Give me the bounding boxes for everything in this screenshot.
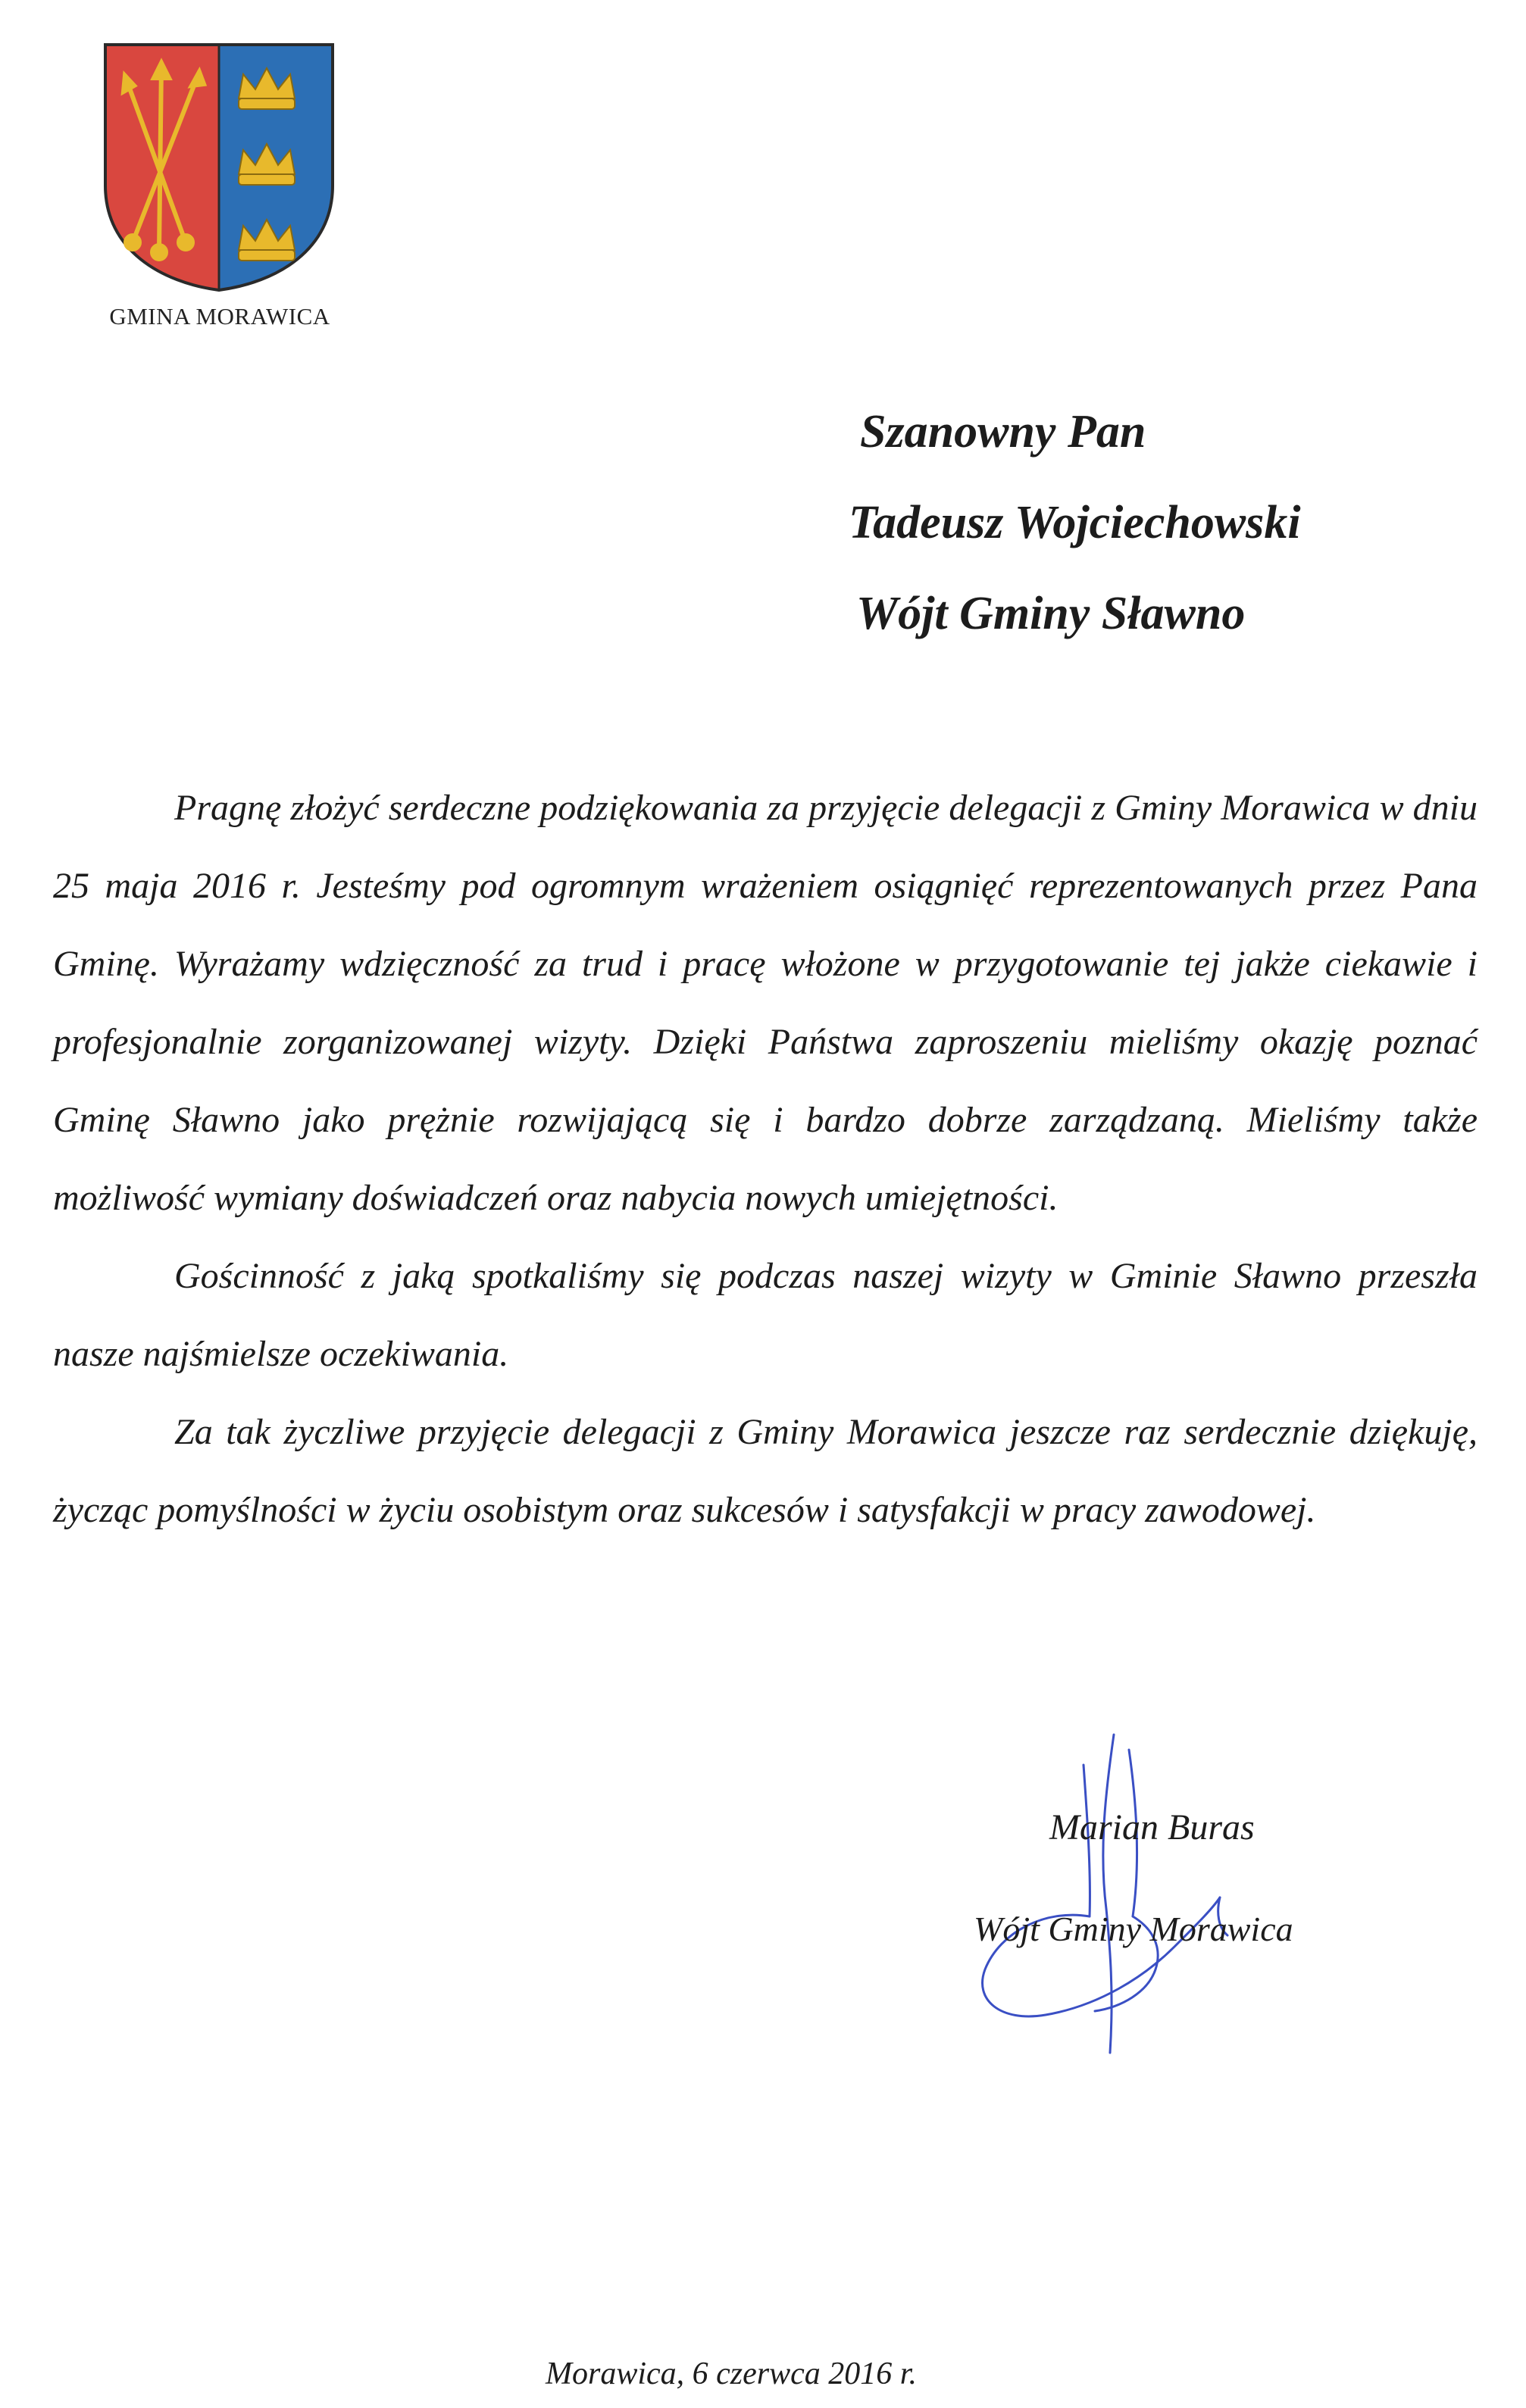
crest-caption: GMINA MORAWICA <box>109 303 330 329</box>
paragraph: Za tak życzliwe przyjęcie delegacji z Gminy Morawica jeszcze raz serdecznie dziękuję, życząc pomyślności w życiu osobistym oraz sukcesów i satysfakcji w pracy zawodowej. <box>53 1412 1478 1530</box>
signatory-title: Wójt Gminy Morawica <box>974 1910 1293 1948</box>
paragraph: Gościnność z jaką spotkaliśmy się podczas naszej wizyty w Gminie Sławno przeszła nasze najśmielsze oczekiwania. <box>53 1256 1478 1374</box>
place-date: Morawica, 6 czerwca 2016 r. <box>546 2356 917 2391</box>
addressee-name: Tadeusz Wojciechowski <box>849 497 1301 548</box>
letter-body <box>53 769 1478 1549</box>
signatory-name: Marian Buras <box>1049 1807 1255 1847</box>
addressee-title: Wójt Gminy Sławno <box>856 588 1246 639</box>
signature-icon <box>955 1719 1273 2075</box>
salutation: Szanowny Pan <box>860 406 1146 458</box>
paragraph: Pragnę złożyć serdeczne podziękowania za przyjęcie delegacji z Gminy Morawica w dniu 25 maja 2016 r. Jesteśmy pod ogromnym wrażeniem osiągnięć reprezentowanych przez Pana Gminę. Wyrażamy wdzięczność za trud i pracę włożone w przygotowanie tej jakże ciekawie i profesjonalnie zorganizowanej wizyty. Dzięki Państwa zaproszeniu mieliśmy okazję poznać Gminę Sławno jako prężnie rozwijającą się i bardzo dobrze zarządzaną. Mieliśmy także możliwość wymiany doświadczeń oraz nabycia nowych umiejętności. <box>53 788 1478 1218</box>
coat-of-arms-icon <box>102 42 336 293</box>
